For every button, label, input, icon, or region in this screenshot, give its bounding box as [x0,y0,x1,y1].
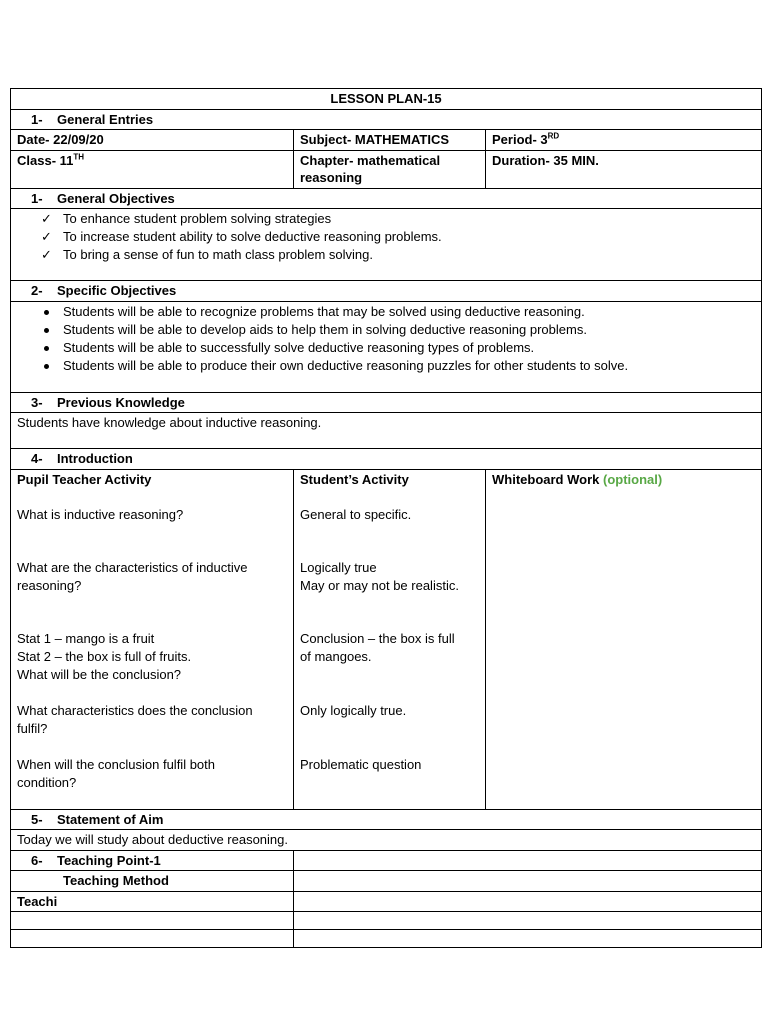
section-heading-general-entries: 1- General Entries [11,109,762,130]
bullet-icon [44,364,49,369]
date-cell: Date- 22/09/20 [11,130,294,151]
lesson-plan-title: LESSON PLAN-15 [11,89,762,110]
teacher-question: What characteristics does the conclusion fulfil? [17,702,253,736]
list-item: ✓ To bring a sense of fun to math class problem solving. [41,247,373,262]
section-heading-specific-objectives: 2- Specific Objectives [11,281,762,302]
teacher-question: What is inductive reasoning? [17,506,184,522]
student-answer: Logically true May or may not be realistic. [300,559,459,593]
list-item: ✓ To enhance student problem solving strategies [41,211,332,226]
general-objectives-list [17,210,755,264]
duration-cell: Duration- 35 MIN. [486,150,762,188]
student-activity-header: Student’s Activity [300,471,409,487]
list-item: Students will be able to develop aids to help them in solving deductive reasoning problems. [17,321,755,339]
student-activity-column [294,469,486,809]
section-heading-previous-knowledge: 3- Previous Knowledge [11,392,762,413]
specific-objectives-list [17,303,755,375]
bullet-icon [44,346,49,351]
teacher-question: Stat 1 – mango is a fruit Stat 2 – the box is full of fruits. What will be the conclusion? [17,630,192,682]
statement-of-aim-text: Today we will study about deductive reasoning. [11,830,762,851]
student-answer: Problematic question [300,756,422,772]
list-item: ✓ To increase student ability to solve deductive reasoning problems. [41,229,442,244]
checkmark-icon: ✓ [41,229,52,244]
whiteboard-work-header: Whiteboard Work (optional) [492,471,663,487]
checkmark-icon: ✓ [41,247,52,262]
empty-cell [294,871,762,892]
list-item: Students will be able to produce their own deductive reasoning puzzles for other students to solve. [17,357,755,375]
teacher-question: What are the characteristics of inductive reasoning? [17,559,248,593]
class-cell: Class- 11TH [11,150,294,188]
student-answer: General to specific. [300,506,412,522]
whiteboard-work-column [486,469,762,809]
section-heading-general-objectives: 1- General Objectives [11,188,762,209]
list-item: Students will be able to recognize problems that may be solved using deductive reasoning. [17,303,755,321]
section-heading-introduction: 4- Introduction [11,449,762,470]
bullet-icon [44,310,49,315]
general-objectives-cell [11,209,762,281]
empty-cell [11,930,294,948]
bullet-icon [44,328,49,333]
subject-cell: Subject- MATHEMATICS [294,130,486,151]
teacher-question: When will the conclusion fulfil both condition? [17,756,215,790]
list-item: Students will be able to successfully solve deductive reasoning types of problems. [17,339,755,357]
section-heading-statement-of-aim: 5- Statement of Aim [11,809,762,830]
student-answer: Only logically true. [300,702,407,718]
empty-cell [294,850,762,871]
lesson-plan-table [10,88,762,948]
empty-cell [11,912,294,930]
teacher-activity-column [11,469,294,809]
chapter-cell: Chapter- mathematical reasoning [294,150,486,188]
specific-objectives-cell [11,301,762,392]
previous-knowledge-text: Students have knowledge about inductive reasoning. [11,413,762,449]
teaching-method-label: Teaching Method [11,871,294,892]
lesson-plan-page [10,88,761,948]
teacher-activity-header: Pupil Teacher Activity [17,471,152,487]
student-answer: Conclusion – the box is full of mangoes. [300,630,455,664]
section-heading-teaching-point: 6- Teaching Point-1 [11,850,294,871]
period-cell: Period- 3RD [486,130,762,151]
checkmark-icon: ✓ [41,211,52,226]
empty-cell [294,891,762,912]
teaching-partial-label: Teachi [11,891,294,912]
empty-cell [294,930,762,948]
empty-cell [294,912,762,930]
